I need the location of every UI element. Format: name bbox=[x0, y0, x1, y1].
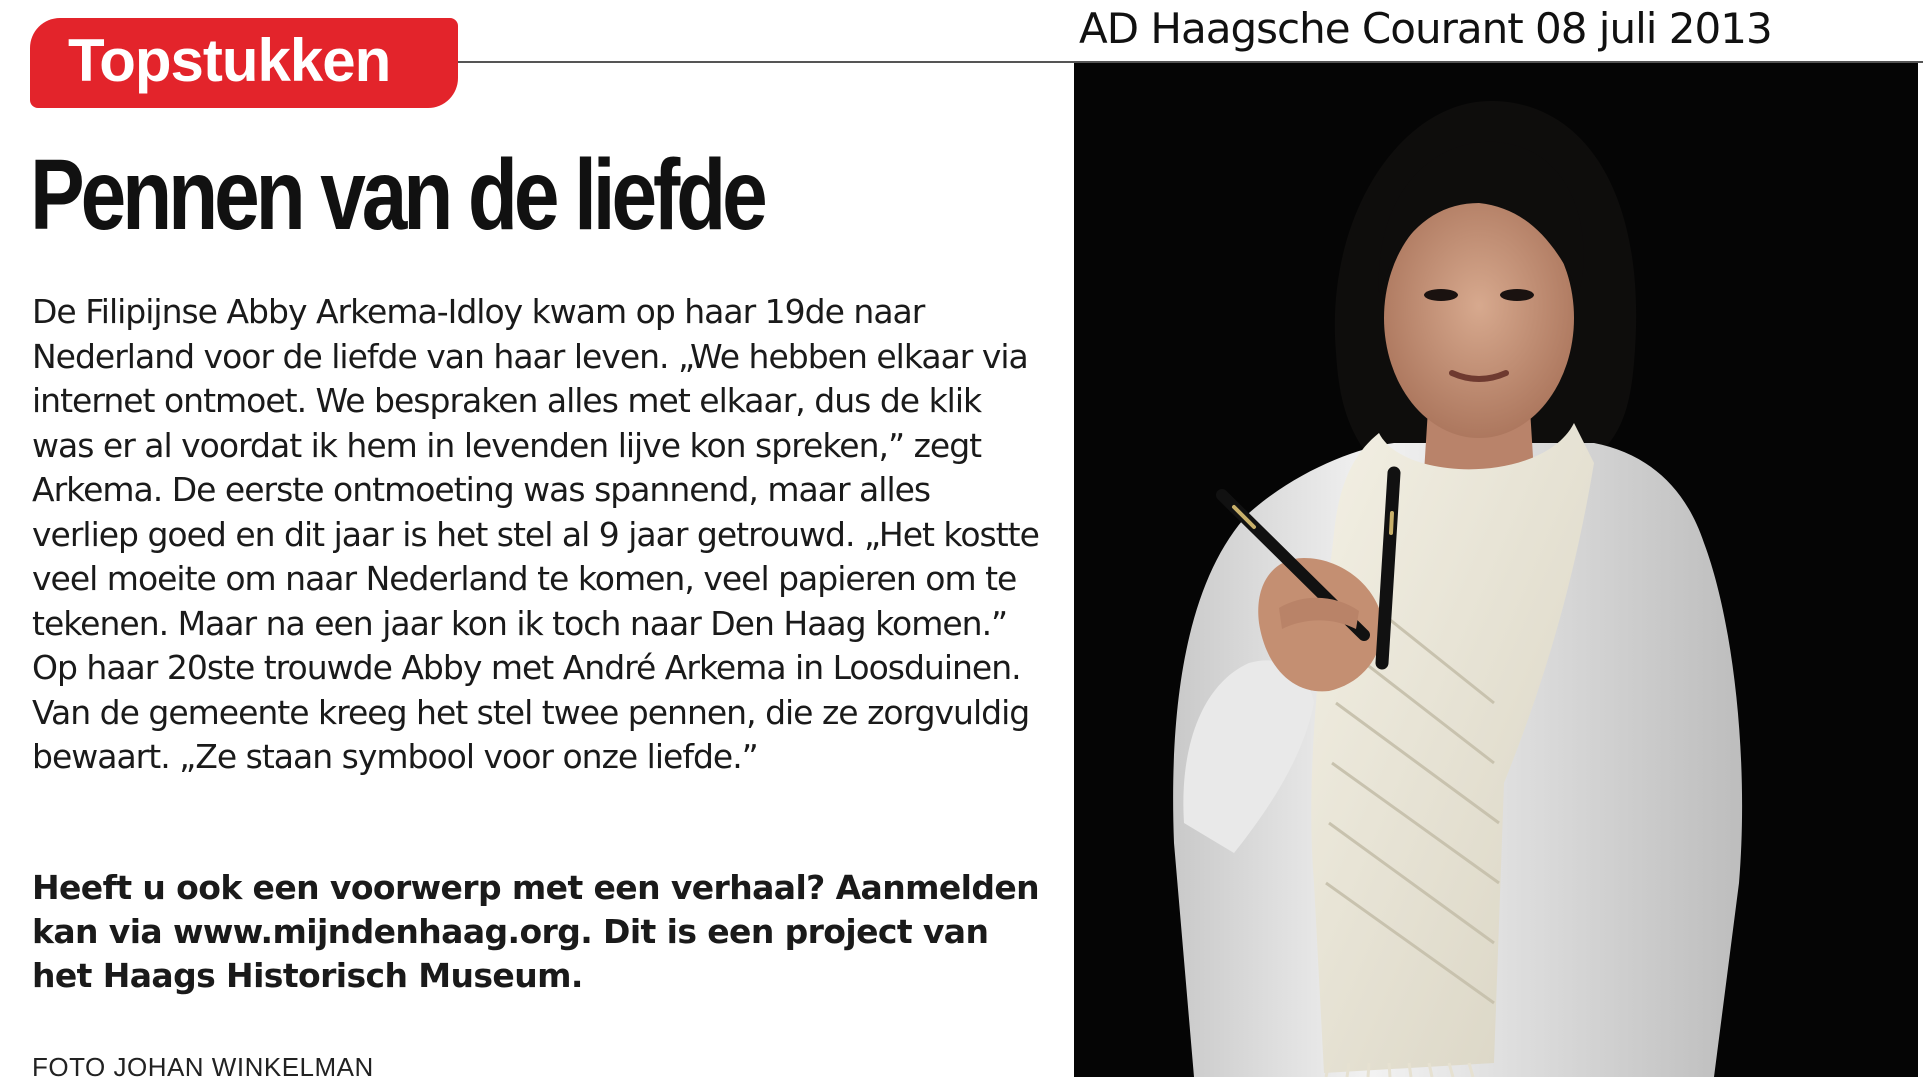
headline: Pennen van de liefde bbox=[30, 139, 764, 251]
source-line: AD Haagsche Courant 08 juli 2013 bbox=[1079, 4, 1772, 53]
section-tag bbox=[30, 18, 458, 108]
photo-credit: FOTO JOHAN WINKELMAN bbox=[32, 1052, 374, 1082]
section-tag-label: Topstukken bbox=[68, 27, 391, 94]
call-to-action: Heeft u ook een voorwerp met een verhaal? Aanmelden kan via www.mijndenhaag.org. Dit is een project van het Haags Historisch Museum. bbox=[32, 868, 1040, 995]
article-body: De Filipijnse Abby Arkema-Idloy kwam op haar 19de naar Nederland voor de liefde van haar leven. „We hebben elkaar via internet ontmoet. We bespraken alles met elkaar, dus de klik was er al voordat ik hem in levenden lijve kon spreken,” zegt Arkema. De eerste ontmoeting was spannend, maar alles verliep goed en dit jaar is het stel al 9 jaar getrouwd. „Het kostte veel moeite om naar Nederland te komen, veel papieren om te tekenen. Maar na een jaar kon ik toch naar Den Haag komen.” Op haar 20ste trouwde Abby met André Arkema in Loosduinen. Van de gemeente kreeg het stel twee pennen, die ze zorgvuldig bewaart. „Ze staan symbool voor onze liefde.” bbox=[32, 292, 1039, 776]
portrait-photo bbox=[1074, 63, 1918, 1077]
